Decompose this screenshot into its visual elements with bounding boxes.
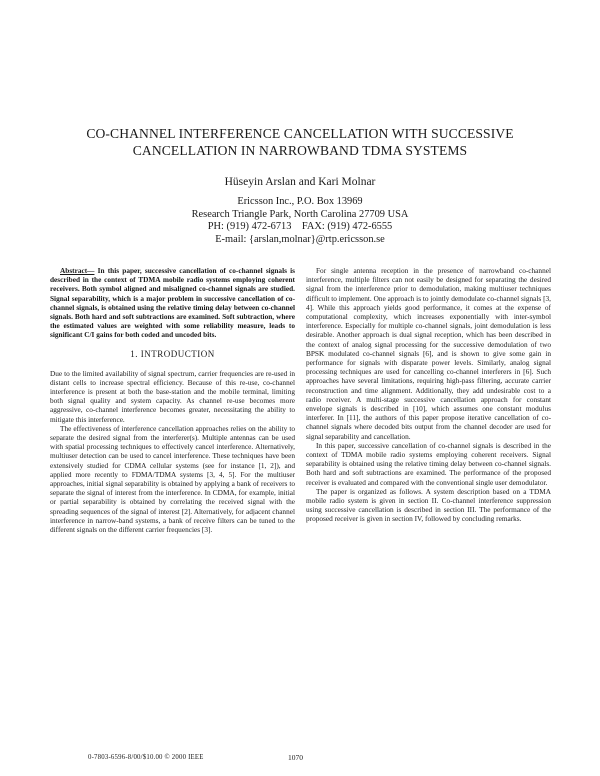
right-paragraph-3: The paper is organized as follows. A system description based on a TDMA mobile radio system is given in section II. Co-channel interference suppression using successive cancellation is described in section III. The performance of the proposed receiver is given in section IV, followed by concluding remarks.: [306, 486, 551, 524]
affiliation-org: Ericsson Inc., P.O. Box 13969: [237, 196, 363, 207]
abstract-label: Abstract—: [60, 266, 95, 275]
page-number: 1070: [288, 753, 303, 762]
affiliation-email: E-mail: {arslan,molnar}@rtp.ericsson.se: [215, 233, 385, 245]
right-paragraph-1: For single antenna reception in the presence of narrowband co-channel interference, multiple filters can not easily be designed for separating the desired signal from the interference prior to demodulation, making multiuser techniques difficult to implement. One approach is to jointly demodulate co-channel signals [3, 4]. While this approach yields good performance, it comes at the expense of computational complexity, which increases exponentially with inter-symbol interference. Especially for multiple co-channel signals, joint demodulation is less desirable. Another approach is dual signal reception, which has been described in the context of analog signal processing for the successive demodulation of two BPSK modulated co-channel signals [6], and is shown to give some gain in performance for signals with disparate power levels. Similarly, analog signal processing techniques are used for cancelling co-channel interferers in [6]. Such approaches have several limitations, requiring high-pass filtering, accurate carrier reconstruction and time alignment. Additionally, they add undesirable cost to a radio receiver. A multi-stage successive cancellation approach for constant envelope signals is described in [10], which assumes one constant modulus interferer. In [11], the authors of this paper propose iterative cancellation of co-channel signals where decoded bits output from the channel decoder are used for signal separability and cancellation.: [306, 266, 551, 441]
title-line-2: CANCELLATION IN NARROWBAND TDMA SYSTEMS: [132, 143, 468, 158]
affiliation-block: [60, 196, 540, 246]
section-heading-introduction: 1. INTRODUCTION: [130, 348, 215, 359]
left-column: [50, 266, 295, 534]
right-paragraph-2: In this paper, successive cancellation of co-channel signals is described in the context of TDMA mobile radio systems employing coherent receivers. Signal separability is obtained using the relative timing delay between co-channel signals. Both hard and soft subtractions are examined. The performance of the proposed receiver is evaluated and compared with the conventional single user demodulator.: [306, 440, 551, 487]
intro-paragraph-1: Due to the limited availability of signal spectrum, carrier frequencies are re-used in distant cells to increase spectral efficiency. Because of this re-use, co-channel interference is present at both the base-station and the mobile terminal, limiting both signal quality and system capacity. As channel re-use becomes more aggressive, co-channel interference becomes greater, necessitating the ability to mitigate this interference.: [50, 368, 295, 424]
intro-paragraph-2: The effectiveness of interference cancellation approaches relies on the ability to separate the desired signal from the interferer(s). Multiple antennas can be used with spatial processing techniques to effectively cancel interference. Alternatively, multiuser detection can be used to cancel interference. These techniques have been extensively studied for CDMA cellular systems (see for instance [1, 2]), and applied more recently to FDMA/TDMA systems [3, 4, 5]. For the multiuser approaches, initial signal separability is obtained by applying a bank of receivers to separate the signal of interest from the interference. In CDMA, for example, initial or partial separability is obtained by correlating the received signal with the spreading sequences of the signal of interest [2]. Alternatively, for adjacent channel interference in narrow-band systems, a bank of receive filters can be tuned to the different signals on the different carrier frequencies [3].: [50, 423, 295, 535]
abstract-paragraph: [50, 266, 295, 340]
author-list: Hüseyin Arslan and Kari Molnar: [224, 176, 376, 188]
title-line-1: CO-CHANNEL INTERFERENCE CANCELLATION WITH SUCCESSIVE: [86, 126, 514, 141]
affiliation-address: Research Triangle Park, North Carolina 27709 USA: [191, 208, 409, 220]
right-column: [306, 266, 551, 524]
abstract-text: In this paper, successive cancellation of co-channel signals is described in the context of TDMA mobile radio systems employing coherent receivers. Both symbol aligned and misaligned co-channel signals are studied. Signal separability, which is a major problem in successive cancellation of co-channel signals, is obtained using the relative timing delay between co-channel signals. Both hard and soft subtractions are examined. Soft subtraction, where the estimated values are weighted with some reliability measure, leads to significant C/I gains for both coded and uncoded bits.: [50, 266, 295, 340]
copyright-identifier: 0-7803-6596-8/00/$10.00 © 2000 IEEE: [88, 754, 204, 761]
paper-title: [60, 125, 540, 159]
affiliation-phone-fax: PH: (919) 472-6713 FAX: (919) 472-6555: [207, 221, 393, 233]
